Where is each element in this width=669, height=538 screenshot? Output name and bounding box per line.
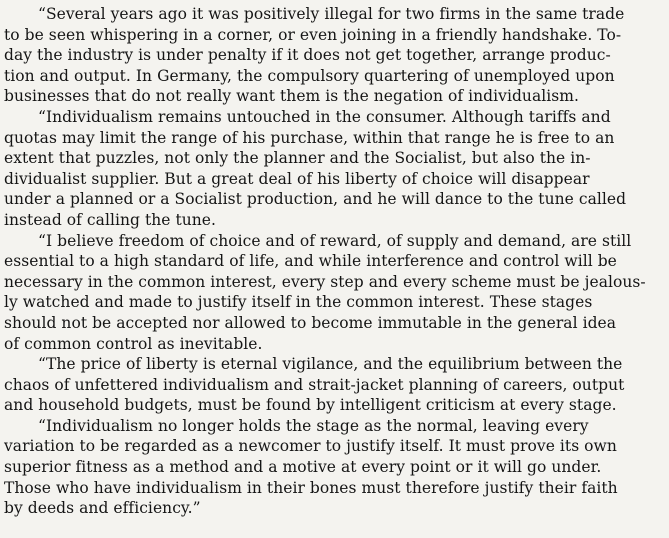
- text-line: extent that puzzles, not only the planner and the Socialist, but also the in-: [4, 149, 591, 168]
- text-line: ly watched and made to justify itself in the common interest. These stages: [4, 293, 593, 312]
- article-text: [4, 4, 666, 519]
- text-line: tion and output. In Germany, the compulsory quartering of unemployed upon: [4, 66, 615, 85]
- text-line: dividualist supplier. But a great deal of his liberty of choice will disappear: [4, 169, 590, 188]
- text-line: should not be accepted nor allowed to become immutable in the general idea: [4, 313, 617, 332]
- text-line: essential to a high standard of life, and while interference and control will be: [4, 252, 617, 271]
- text-line: of common control as inevitable.: [4, 334, 263, 353]
- text-line: necessary in the common interest, every step and every scheme must be jealous-: [4, 272, 646, 291]
- text-line: under a planned or a Socialist production, and he will dance to the tune called: [4, 190, 627, 209]
- text-line: to be seen whispering in a corner, or even joining in a friendly handshake. To-: [4, 25, 622, 44]
- text-line: superior fitness as a method and a motive at every point or it will go under.: [4, 458, 602, 477]
- text-line: “Individualism remains untouched in the consumer. Although tariffs and: [38, 107, 611, 126]
- text-line: “Several years ago it was positively illegal for two firms in the same trade: [38, 5, 625, 23]
- text-line: quotas may limit the range of his purchase, within that range he is free to an: [4, 128, 615, 147]
- text-line: day the industry is under penalty if it does not get together, arrange produc-: [4, 46, 611, 65]
- text-line: chaos of unfettered individualism and strait-jacket planning of careers, output: [4, 375, 625, 394]
- text-line: variation to be regarded as a newcomer to justify itself. It must prove its own: [4, 437, 617, 456]
- text-line: “Individualism no longer holds the stage as the normal, leaving every: [38, 416, 589, 435]
- text-line: instead of calling the tune.: [4, 210, 217, 229]
- text-line: by deeds and efficiency.”: [4, 499, 201, 518]
- text-line: businesses that do not really want them is the negation of individualism.: [4, 87, 579, 106]
- text-line: “I believe freedom of choice and of reward, of supply and demand, are still: [38, 231, 632, 250]
- text-line: and household budgets, must be found by intelligent criticism at every stage.: [4, 396, 617, 415]
- text-line: “The price of liberty is eternal vigilance, and the equilibrium between the: [38, 355, 623, 374]
- text-line: Those who have individualism in their bones must therefore justify their faith: [4, 478, 618, 497]
